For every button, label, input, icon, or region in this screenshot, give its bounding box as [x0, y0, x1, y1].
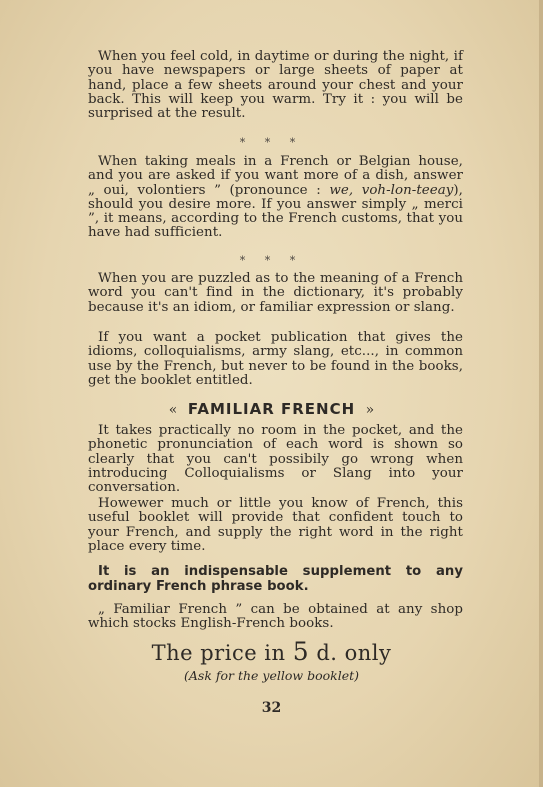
paragraph-room-text: It takes practically no room in the pocket, and the phonetic pronunciation of each word is shown so clearly that you can't possibily go wrong when introducing Colloquialisms or Slang into your conversation.: [88, 423, 463, 496]
paragraph-meals-text: [88, 155, 463, 241]
price-suffix: d. only: [316, 641, 392, 665]
paragraph-however: [88, 497, 463, 554]
paragraph-cold-text: When you feel cold, in daytime or during the night, if you have newspapers or large sheets of paper at hand, place a few sheets around your chest and your back. This will keep you warm. Try it : you will be surprised at the result.: [88, 49, 463, 122]
heading-close-quote: »: [365, 402, 375, 418]
price-prefix: The price in: [151, 641, 286, 665]
price-line: [0, 637, 543, 666]
paragraph-however-text: Howewer much or little you know of French, this useful booklet will provide that confident touch to your French, and supply the right word in the right place every time.: [88, 496, 463, 554]
paragraph-supplement-text: It is an indispensable supplement to any ordinary French phrase book.: [88, 564, 463, 594]
paragraph-obtained: [88, 603, 463, 632]
paragraph-puzzled: [88, 272, 463, 315]
separator-1: * * *: [239, 136, 304, 149]
paragraph-obtained-text: „ Familiar French ” can be obtained at any shop which stocks English-French books.: [88, 602, 463, 632]
page-number: 32: [261, 700, 282, 716]
meals-pronunciation: we, voh-lon-teeay: [329, 182, 454, 198]
yellow-booklet-note: (Ask for the yellow booklet): [184, 668, 359, 683]
heading-title: FAMILIAR FRENCH: [187, 400, 356, 418]
meals-text-before: When taking meals in a French or Belgian house, and you are asked if you want more of a dish, answer „ oui, volontiers ” (pronounce :: [88, 154, 463, 198]
paragraph-pocket: [88, 331, 463, 388]
separator-2: * * *: [239, 254, 304, 267]
heading-open-quote: «: [168, 402, 178, 418]
paragraph-room: [88, 424, 463, 495]
paragraph-supplement: [88, 565, 463, 594]
paragraph-puzzled-text: When you are puzzled as to the meaning of a French word you can't find in the dictionary, it's probably because it's an idiom, or familiar expression or slang.: [88, 271, 463, 315]
paragraph-pocket-text: If you want a pocket publication that gives the idioms, colloquialisms, army slang, etc..., in common use by the French, but never to be found in the books, get the booklet entitled.: [88, 330, 463, 388]
booklet-heading: [0, 400, 543, 418]
price-amount: 5: [292, 637, 310, 666]
meals-text-after: ), should you desire more. If you answer simply „ merci ”, it means, according to the French customs, that you have had sufficient.: [88, 182, 463, 241]
paragraph-meals: [88, 155, 463, 241]
paragraph-cold: [88, 50, 463, 121]
